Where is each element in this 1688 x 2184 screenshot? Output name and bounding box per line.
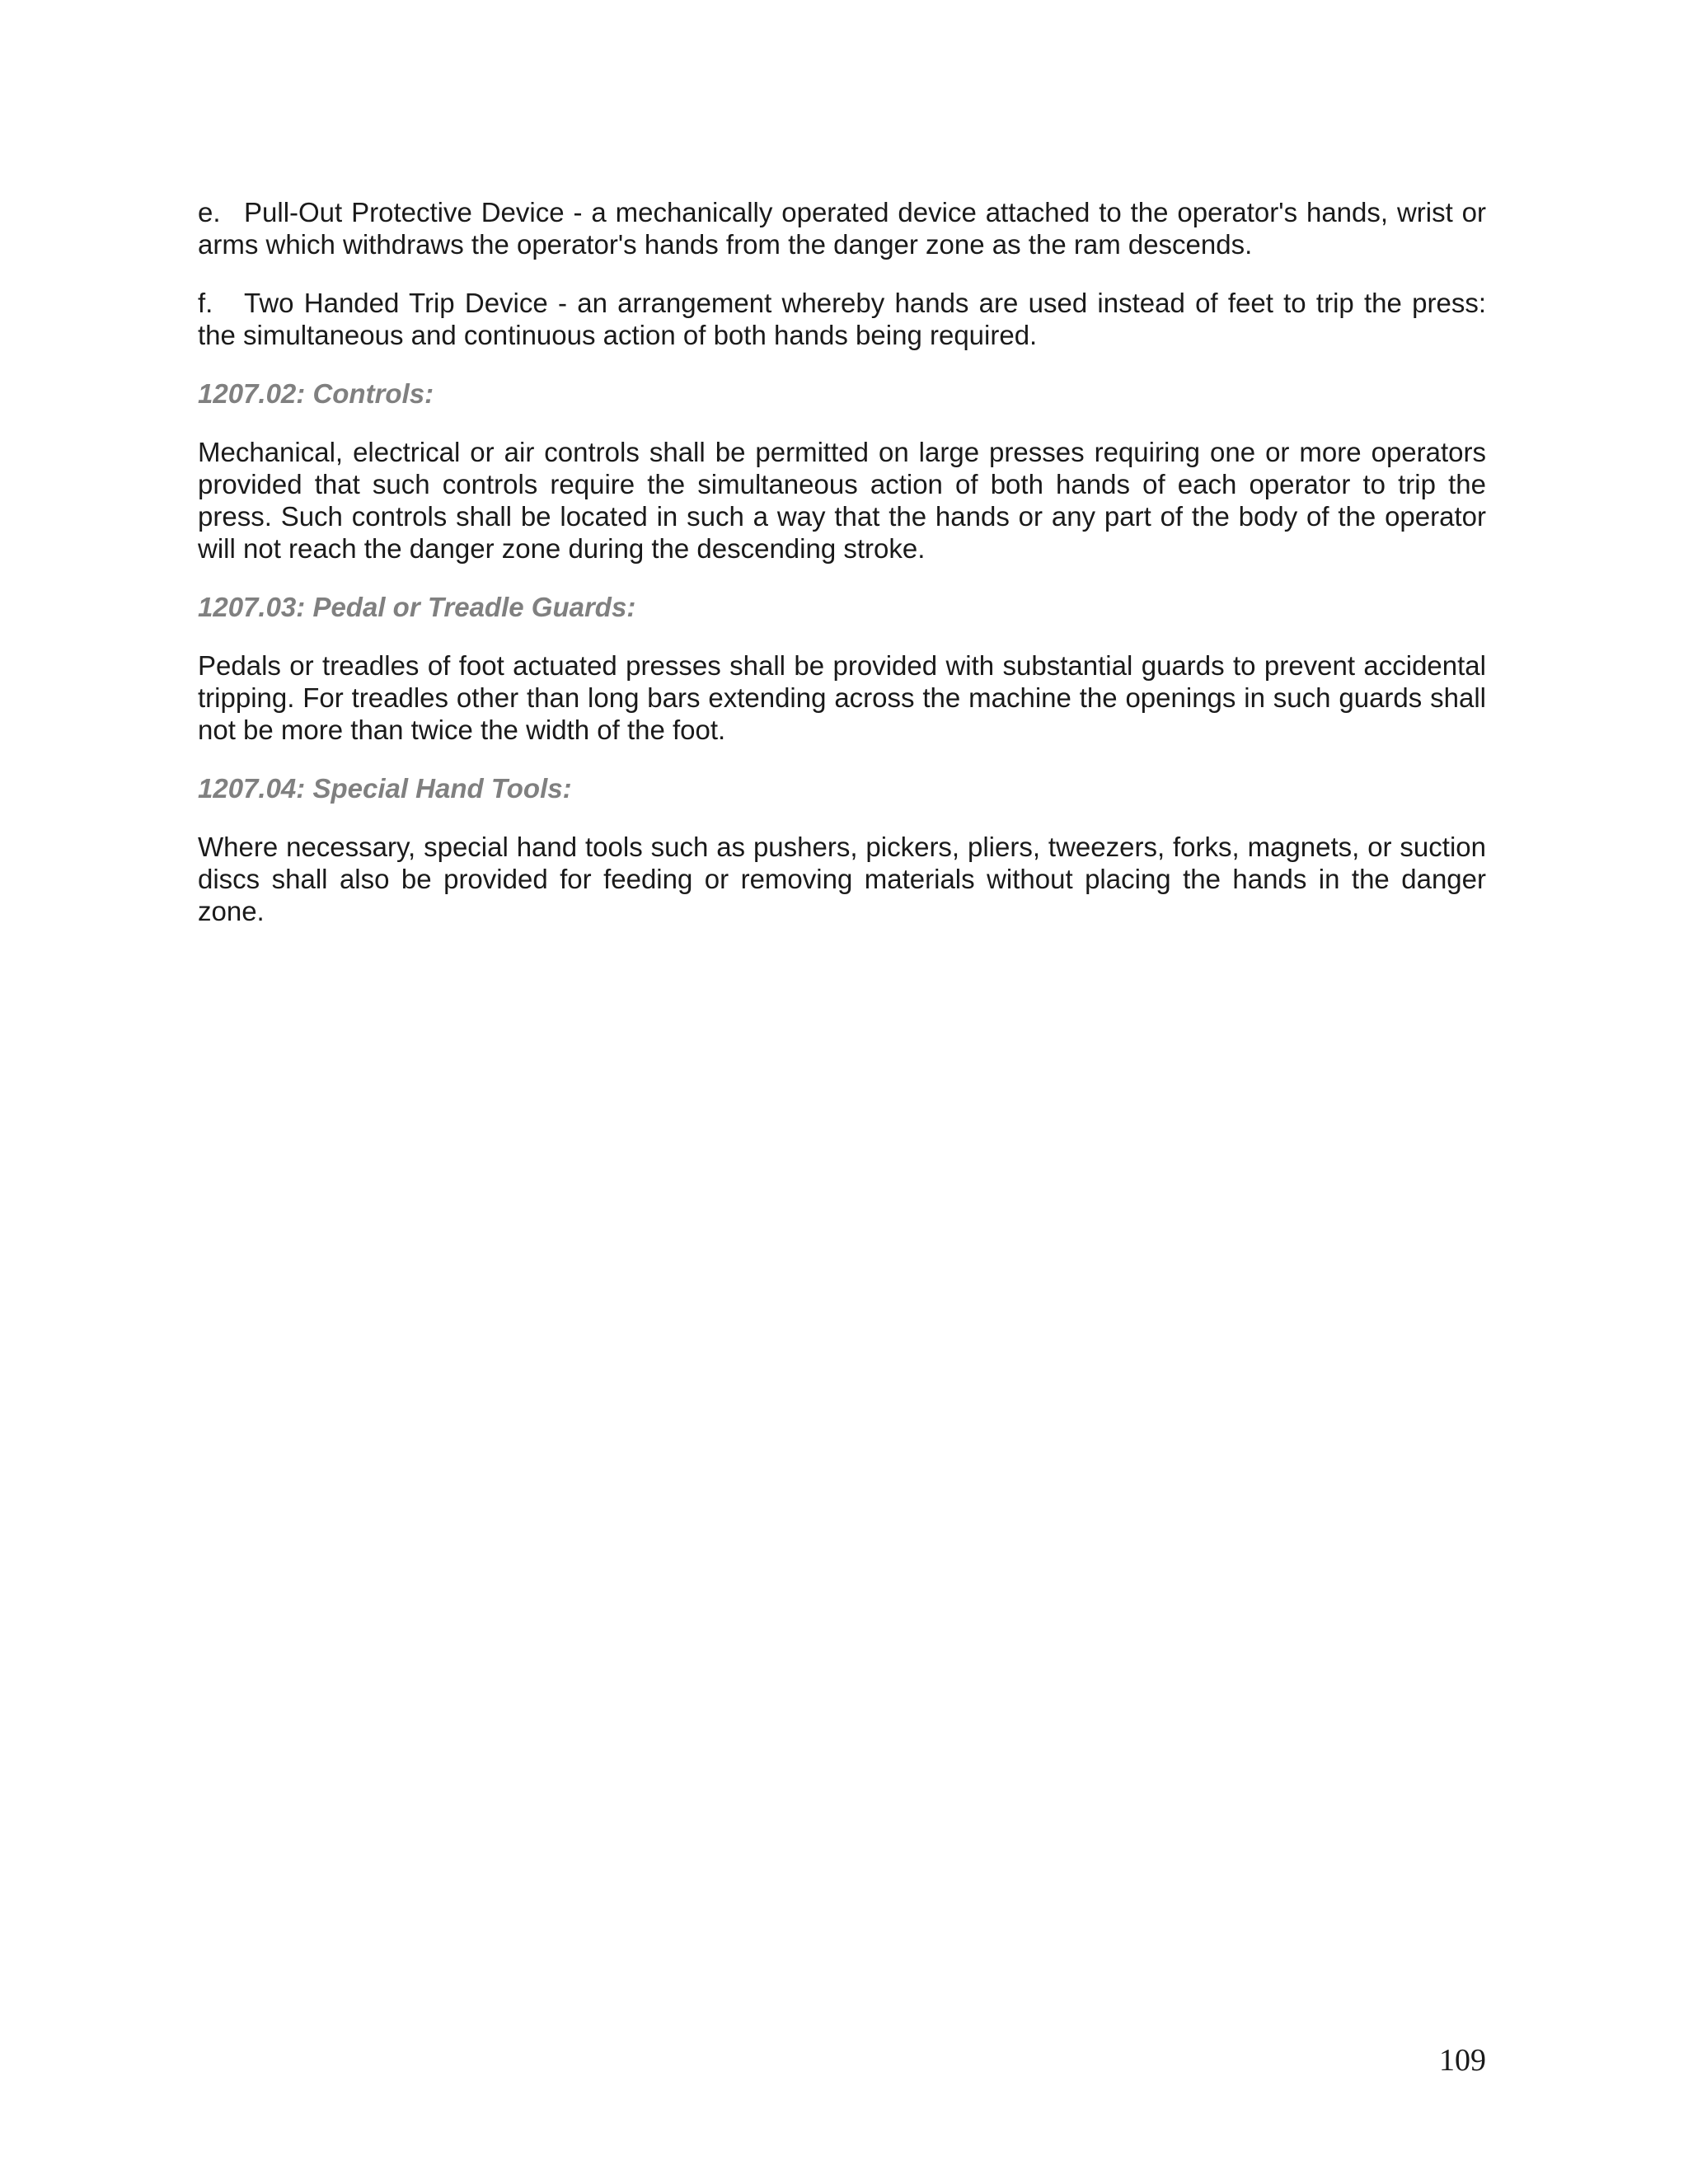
page-number: 109 (1439, 2043, 1486, 2078)
page-content (198, 196, 1486, 954)
section-body-pedal-guards: Pedals or treadles of foot actuated presses shall be provided with substantial guards to prevent accidental tripping. For treadles other than long bars extending across the machine the openings in such guards shall not be more than twice the width of the foot. (198, 650, 1486, 745)
list-item-text: Pull-Out Protective Device - a mechanically operated device attached to the operator's hands, wrist or arms which withdraws the operator's hands from the danger zone as the ram descends. (198, 197, 1486, 260)
list-item-e (198, 196, 1486, 260)
section-heading-controls: 1207.02: Controls: (198, 378, 434, 409)
section-heading-pedal-guards: 1207.03: Pedal or Treadle Guards: (198, 592, 636, 622)
list-marker: f. (198, 288, 213, 318)
list-item-f (198, 287, 1486, 351)
list-item-text: Two Handed Trip Device - an arrangement whereby hands are used instead of feet to trip the press: the simultaneous and continuous action of both hands being required. (198, 288, 1486, 350)
section-body-controls: Mechanical, electrical or air controls shall be permitted on large presses requiring one or more operators provided that such controls require the simultaneous action of both hands of each operator to trip the press. Such controls shall be located in such a way that the hands or any part of the body of the operator will not reach the danger zone during the descending stroke. (198, 437, 1486, 564)
section-heading-special-hand-tools: 1207.04: Special Hand Tools: (198, 773, 572, 804)
section-body-special-hand-tools: Where necessary, special hand tools such as pushers, pickers, pliers, tweezers, forks, magnets, or suction discs shall also be provided for feeding or removing materials without placing the hands in the danger zone. (198, 832, 1486, 926)
list-marker: e. (198, 197, 221, 227)
